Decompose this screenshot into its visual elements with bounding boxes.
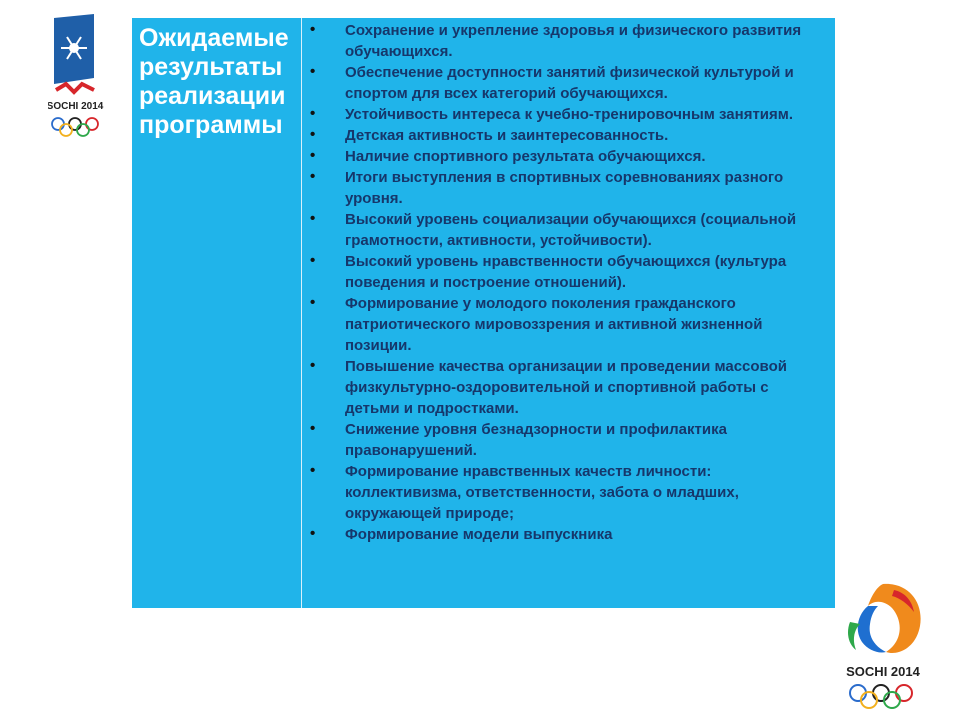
logo-bottom-text: SOCHI 2014 xyxy=(846,664,920,679)
sochi-logo-top xyxy=(48,14,104,144)
list-item: • Высокий уровень нравственности обучающихся (культура поведения и построение отношений). xyxy=(302,251,825,293)
sochi-2014-flame-logo-icon xyxy=(838,578,928,714)
list-item: • Формирование нравственных качеств личности: коллективизма, ответственности, забота о младших, окружающей природе; xyxy=(302,461,825,524)
list-item: • Высокий уровень социализации обучающихся (социальной грамотности, активности, устойчивости). xyxy=(302,209,825,251)
sochi-logo-bottom xyxy=(838,578,928,714)
list-item: • Устойчивость интереса к учебно-тренировочным занятиям. xyxy=(302,104,825,125)
results-table xyxy=(132,18,835,608)
heading: Ожидаемые результаты реализации программы xyxy=(139,24,289,139)
results-list xyxy=(302,20,825,545)
list-item: • Наличие спортивного результата обучающихся. xyxy=(302,146,825,167)
list-item: • Формирование модели выпускника xyxy=(302,524,825,545)
list-item: • Обеспечение доступности занятий физической культурой и спортом для всех категорий обучающихся. xyxy=(302,62,825,104)
list-item: • Детская активность и заинтересованность. xyxy=(302,125,825,146)
logo-top-text: SOCHI 2014 xyxy=(48,101,104,112)
list-item: • Формирование у молодого поколения гражданского патриотического мировоззрения и активной жизненной позиции. xyxy=(302,293,825,356)
heading-cell xyxy=(132,18,302,608)
list-item: • Итоги выступления в спортивных соревнованиях разного уровня. xyxy=(302,167,825,209)
list-item: • Повышение качества организации и проведении массовой физкультурно-оздоровительной и спортивной работы с детьми и подростками. xyxy=(302,356,825,419)
results-cell xyxy=(302,18,835,608)
list-item: • Сохранение и укрепление здоровья и физического развития обучающихся. xyxy=(302,20,825,62)
list-item: • Снижение уровня безнадзорности и профилактика правонарушений. xyxy=(302,419,825,461)
sochi-2014-snowflake-logo-icon xyxy=(48,14,104,144)
